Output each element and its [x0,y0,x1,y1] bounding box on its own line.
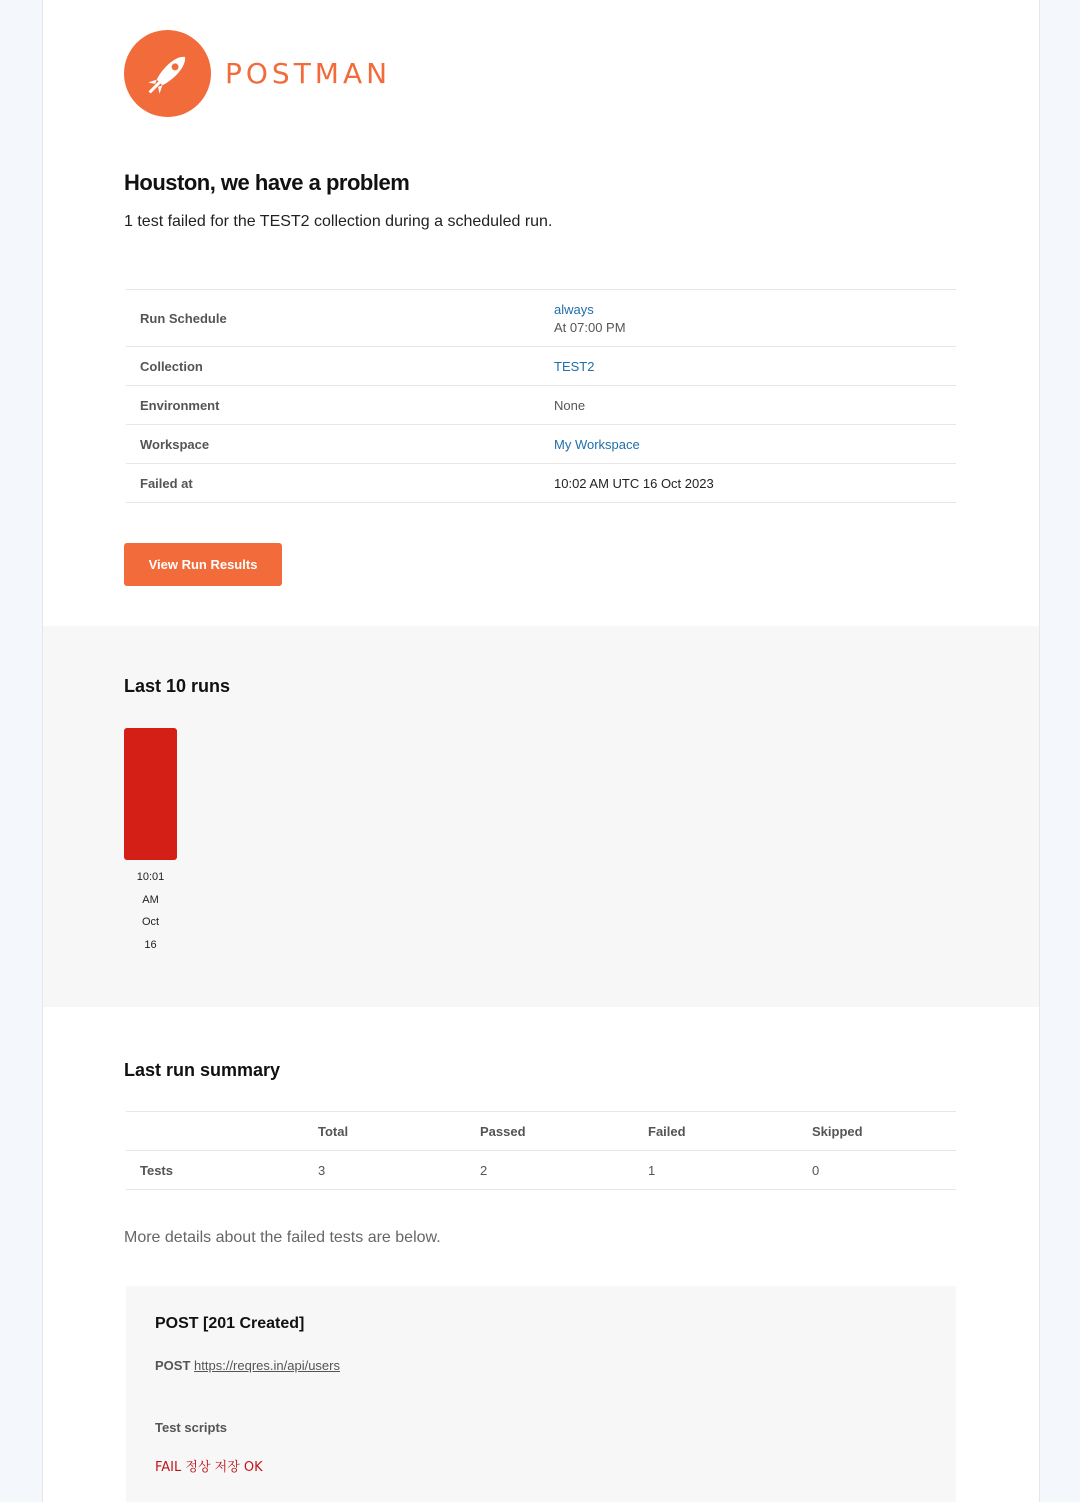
failed-request-line [155,1358,340,1373]
last-runs-section [43,626,1039,1007]
request-method: POST [155,1358,191,1373]
summary-table [126,1111,956,1190]
page-subtitle: 1 test failed for the TEST2 collection during a scheduled run. [124,213,553,230]
summary-header-row [126,1112,956,1151]
summary-col-failed: Failed [634,1112,798,1151]
view-run-results-button[interactable]: View Run Results [124,543,282,586]
detail-row-failed-at [126,464,956,503]
summary-col-passed: Passed [466,1112,634,1151]
summary-col-total: Total [304,1112,466,1151]
postman-logo [124,30,391,117]
detail-label: Collection [126,347,540,386]
failed-at-value: 10:02 AM UTC 16 Oct 2023 [554,475,714,491]
request-url-link[interactable]: https://reqres.in/api/users [194,1358,340,1373]
detail-row-collection [126,347,956,386]
environment-value: None [554,397,586,413]
run-schedule-link[interactable]: always [554,301,594,317]
test-fail-result: FAIL 정상 저장 OK [155,1460,263,1475]
summary-failed-value: 1 [634,1151,798,1190]
last-runs-title: Last 10 runs [124,676,231,696]
failed-test-box [126,1286,956,1502]
run-day: 16 [144,938,157,951]
detail-row-environment [126,386,956,425]
detail-label: Environment [126,386,540,425]
test-scripts-label: Test scripts [155,1420,228,1435]
run-month: Oct [141,916,160,928]
failed-request-title: POST [201 Created] [155,1315,305,1332]
postman-rocket-icon [124,30,211,117]
run-schedule-time: At 07:00 PM [554,319,626,335]
run-details-table [126,289,956,503]
run-time: 10:01 [136,871,165,883]
detail-row-workspace [126,425,956,464]
detail-row-run-schedule [126,290,956,347]
collection-link[interactable]: TEST2 [554,358,595,374]
summary-row-label: Tests [126,1151,304,1190]
summary-col-blank [126,1112,304,1151]
workspace-link[interactable]: My Workspace [554,436,640,452]
detail-label: Workspace [126,425,540,464]
summary-col-skipped: Skipped [798,1112,956,1151]
run-ampm: AM [142,893,159,906]
run-bar[interactable] [124,728,177,860]
more-details-text: More details about the failed tests are below. [124,1229,441,1246]
detail-label: Run Schedule [126,290,540,347]
run-bar-label [124,866,177,956]
summary-title: Last run summary [124,1060,281,1080]
page-title: Houston, we have a problem [124,170,410,195]
summary-total-value: 3 [304,1151,466,1190]
summary-row-tests [126,1151,956,1190]
summary-skipped-value: 0 [798,1151,956,1190]
brand-name: POSTMAN [225,57,392,90]
summary-passed-value: 2 [466,1151,634,1190]
detail-label: Failed at [126,464,540,503]
email-card [42,0,1040,1502]
